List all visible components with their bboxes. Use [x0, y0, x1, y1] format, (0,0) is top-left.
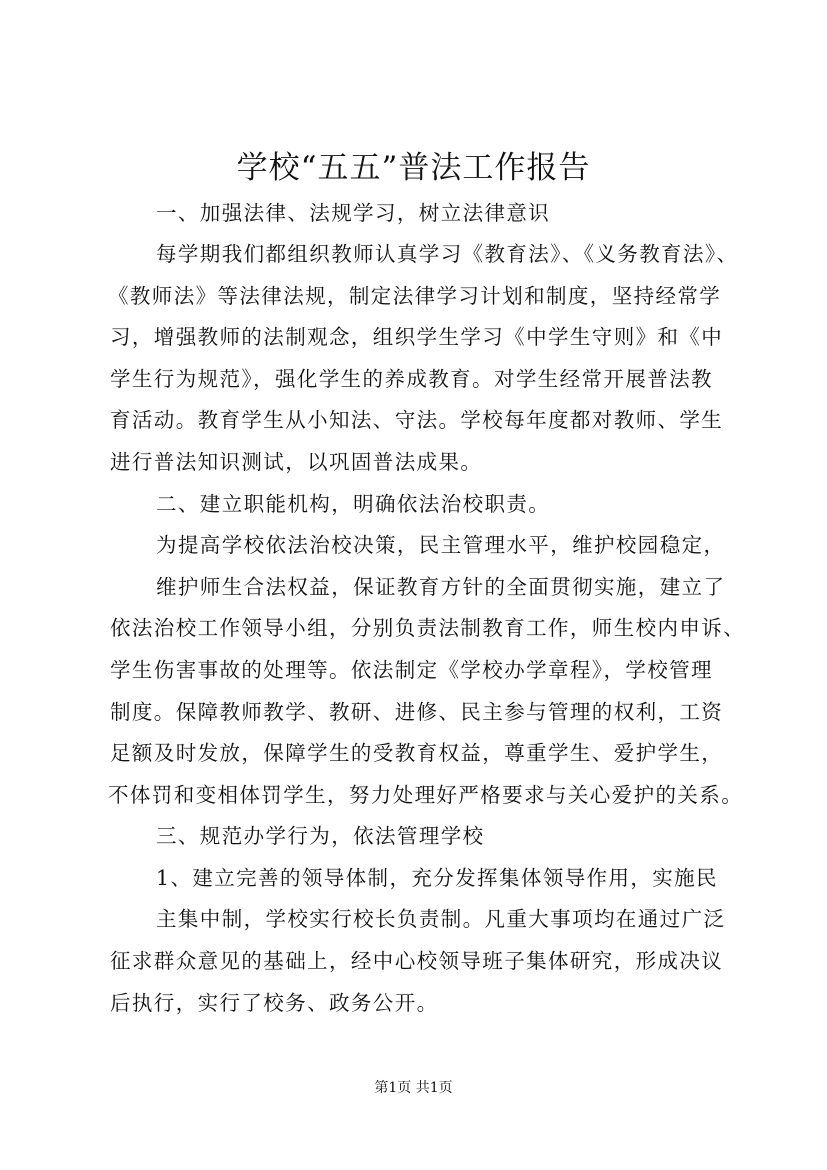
section-heading-3: 三、规范办学行为，依法管理学校 [156, 824, 485, 848]
paragraph-line: 育活动。教育学生从小知法、守法。学校每年度都对教师、学生 [110, 408, 724, 432]
section-heading-2: 二、建立职能机构，明确依法治校职责。 [156, 492, 551, 516]
paragraph-line: 进行普法知识测试，以巩固普法成果。 [110, 450, 483, 474]
paragraph-line: 每学期我们都组织教师认真学习《教育法》、《义务教育法》、 [156, 242, 739, 266]
paragraph-line: 《教师法》等法律法规，制定法律学习计划和制度，坚持经常学 [108, 284, 722, 308]
paragraph-line: 习，增强教师的法制观念，组织学生学习《中学生守则》和《中 [110, 325, 724, 349]
document-title: 学校“五五”普法工作报告 [236, 150, 591, 186]
paragraph-line: 后执行，实行了校务、政务公开。 [110, 991, 439, 1015]
paragraph-line: 维护师生合法权益，保证教育方针的全面贯彻实施，建立了 [156, 575, 726, 599]
paragraph-line: 足额及时发放，保障学生的受教育权益，尊重学生、爱护学生， [110, 741, 724, 765]
paragraph-line: 为提高学校依法治校决策，民主管理水平，维护校园稳定， [156, 533, 726, 557]
paragraph-line: 学生伤害事故的处理等。依法制定《学校办学章程》，学校管理 [110, 658, 713, 682]
paragraph-line: 学生行为规范》，强化学生的养成教育。对学生经常开展普法教 [110, 367, 713, 391]
page-number-footer: 第1页 共1页 [374, 1080, 453, 1096]
paragraph-line: 征求群众意见的基础上，经中心校领导班子集体研究，形成决议 [110, 949, 724, 973]
section-heading-1: 一、加强法律、法规学习，树立法律意识 [156, 201, 551, 225]
paragraph-line: 主集中制，学校实行校长负责制。凡重大事项均在通过广泛 [156, 907, 726, 931]
paragraph-line: 不体罚和变相体罚学生，努力处理好严格要求与关心爱护的关系。 [108, 783, 744, 807]
paragraph-line: 制度。保障教师教学、教研、进修、民主参与管理的权利，工资 [110, 700, 724, 724]
paragraph-line: 依法治校工作领导小组，分别负责法制教育工作，师生校内申诉、 [110, 616, 746, 640]
paragraph-line: 1、建立完善的领导体制，充分发挥集体领导作用，实施民 [156, 866, 718, 890]
